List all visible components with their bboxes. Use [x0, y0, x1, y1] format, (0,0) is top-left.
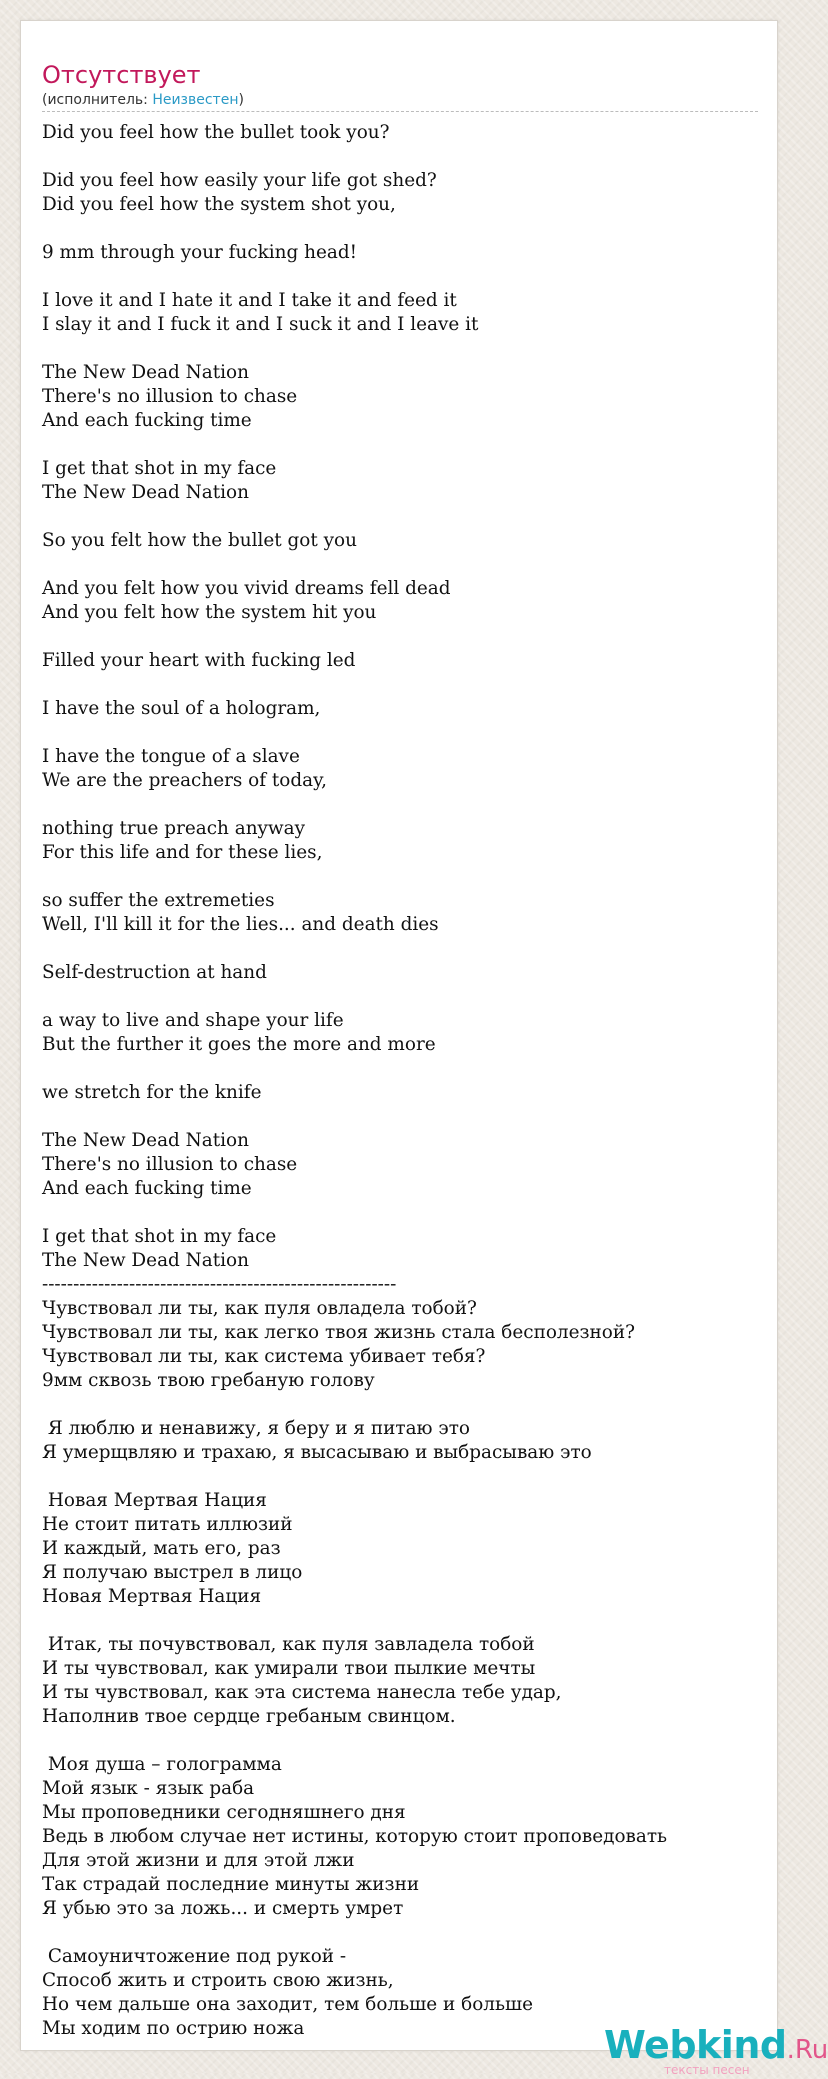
header-divider [42, 111, 758, 112]
lyric-line: Я люблю и ненавижу, я беру и я питаю это [42, 1418, 470, 1439]
lyric-line: Мой язык - язык раба [42, 1778, 255, 1799]
lyric-line: И каждый, мать его, раз [42, 1538, 281, 1559]
lyric-line [42, 625, 758, 649]
lyric-line [42, 865, 758, 889]
lyric-line: Я умерщвляю и трахаю, я высасываю и выбрасываю это [42, 1442, 592, 1463]
lyric-line: So you felt how the bullet got you [42, 530, 357, 551]
lyric-line: But the further it goes the more and more [42, 1034, 436, 1055]
lyric-line: Но чем дальше она заходит, тем больше и больше [42, 1994, 533, 2015]
lyric-line: Did you feel how easily your life got shed? [42, 170, 437, 191]
artist-link[interactable]: Неизвестен [152, 92, 239, 108]
lyric-line [42, 1729, 758, 1753]
lyric-line [42, 1609, 758, 1633]
lyric-line: --------------------------------------------------------- [42, 1274, 397, 1295]
lyric-line [42, 217, 758, 241]
content-card [20, 20, 828, 2077]
lyric-line [42, 265, 758, 289]
lyric-line: Наполнив твое сердце гребаным свинцом. [42, 1706, 456, 1727]
lyric-line [42, 145, 758, 169]
lyric-line [42, 553, 758, 577]
lyric-line: Моя душа – голограмма [42, 1754, 282, 1775]
lyric-line: Не стоит питать иллюзий [42, 1514, 293, 1535]
lyric-line: Для этой жизни и для этой лжи [42, 1850, 355, 1871]
song-title: Отсутствует [42, 61, 201, 89]
lyrics-text [42, 121, 762, 2041]
lyric-line: И ты чувствовал, как умирали твои пылкие мечты [42, 1658, 536, 1679]
lyric-line: Новая Мертвая Нация [42, 1586, 262, 1607]
lyric-line: nothing true preach anyway [42, 818, 306, 839]
lyric-line: И ты чувствовал, как эта система нанесла тебе удар, [42, 1682, 562, 1703]
lyric-line [42, 1105, 758, 1129]
artist-line [42, 91, 244, 109]
lyric-line: Did you feel how the system shot you, [42, 194, 396, 215]
lyric-line [42, 1201, 758, 1225]
lyric-line [42, 721, 758, 745]
lyric-line: The New Dead Nation [42, 1130, 249, 1151]
lyric-line [42, 1393, 758, 1417]
lyric-line: I get that shot in my face [42, 458, 277, 479]
lyric-line: so suffer the extremeties [42, 890, 275, 911]
lyric-line: The New Dead Nation [42, 1250, 249, 1271]
lyric-line: Итак, ты почувствовал, как пуля завладела тобой [42, 1634, 535, 1655]
watermark-tagline: тексты песен [664, 2063, 750, 2077]
artist-suffix: ) [238, 92, 244, 108]
artist-prefix: (исполнитель: [42, 92, 153, 108]
lyric-line: Я получаю выстрел в лицо [42, 1562, 303, 1583]
lyric-line: Самоуничтожение под рукой - [42, 1946, 347, 1967]
lyric-line: And you felt how the system hit you [42, 602, 377, 623]
lyric-line [42, 793, 758, 817]
lyric-line: The New Dead Nation [42, 362, 249, 383]
lyric-line: And you felt how you vivid dreams fell dead [42, 578, 451, 599]
lyric-line: I get that shot in my face [42, 1226, 277, 1247]
watermark-brand-suffix: .Ru [786, 2035, 828, 2065]
lyric-line: I love it and I hate it and I take it and feed it [42, 290, 457, 311]
lyric-line [42, 1921, 758, 1945]
lyric-line: Мы ходим по острию ножа [42, 2018, 305, 2039]
lyric-line: And each fucking time [42, 410, 252, 431]
lyric-line: Ведь в любом случае нет истины, которую стоит проповедовать [42, 1826, 668, 1847]
watermark-brand-name: Webkind [604, 2023, 787, 2067]
lyric-line: Self-destruction at hand [42, 962, 267, 983]
lyric-line: Мы проповедники сегодняшнего дня [42, 1802, 406, 1823]
lyric-line: Так страдай последние минуты жизни [42, 1874, 420, 1895]
lyric-line: 9мм сквозь твою гребаную голову [42, 1370, 375, 1391]
lyric-line [42, 673, 758, 697]
lyric-line: And each fucking time [42, 1178, 252, 1199]
lyric-line: Способ жить и строить свою жизнь, [42, 1970, 394, 1991]
lyric-line: Well, I'll kill it for the lies... and death dies [42, 914, 439, 935]
lyric-line: For this life and for these lies, [42, 842, 323, 863]
lyric-line [42, 433, 758, 457]
lyric-line [42, 1057, 758, 1081]
lyric-line: We are the preachers of today, [42, 770, 327, 791]
lyric-line [42, 505, 758, 529]
lyric-line: Новая Мертвая Нация [42, 1490, 267, 1511]
lyric-line: I slay it and I fuck it and I suck it and I leave it [42, 314, 479, 335]
lyric-line: The New Dead Nation [42, 482, 249, 503]
lyric-line: I have the soul of a hologram, [42, 698, 321, 719]
lyric-line: 9 mm through your fucking head! [42, 242, 358, 263]
lyric-line [42, 985, 758, 1009]
lyric-line: There's no illusion to chase [42, 1154, 298, 1175]
lyric-line [42, 937, 758, 961]
lyric-line: Did you feel how the bullet took you? [42, 122, 390, 143]
lyric-line [42, 1465, 758, 1489]
lyric-line: a way to live and shape your life [42, 1010, 344, 1031]
lyric-line [42, 337, 758, 361]
lyric-line: we stretch for the knife [42, 1082, 262, 1103]
lyric-line: There's no illusion to chase [42, 386, 298, 407]
song-header [42, 41, 758, 111]
webkind-watermark [604, 2023, 828, 2079]
lyric-line: I have the tongue of a slave [42, 746, 300, 767]
lyric-line: Чувствовал ли ты, как пуля овладела тобой? [42, 1298, 477, 1319]
lyric-line: Чувствовал ли ты, как система убивает тебя? [42, 1346, 486, 1367]
lyric-line: Чувствовал ли ты, как легко твоя жизнь стала бесполезной? [42, 1322, 635, 1343]
lyric-line: Я убью это за ложь... и смерть умрет [42, 1898, 404, 1919]
lyric-line: Filled your heart with fucking led [42, 650, 356, 671]
